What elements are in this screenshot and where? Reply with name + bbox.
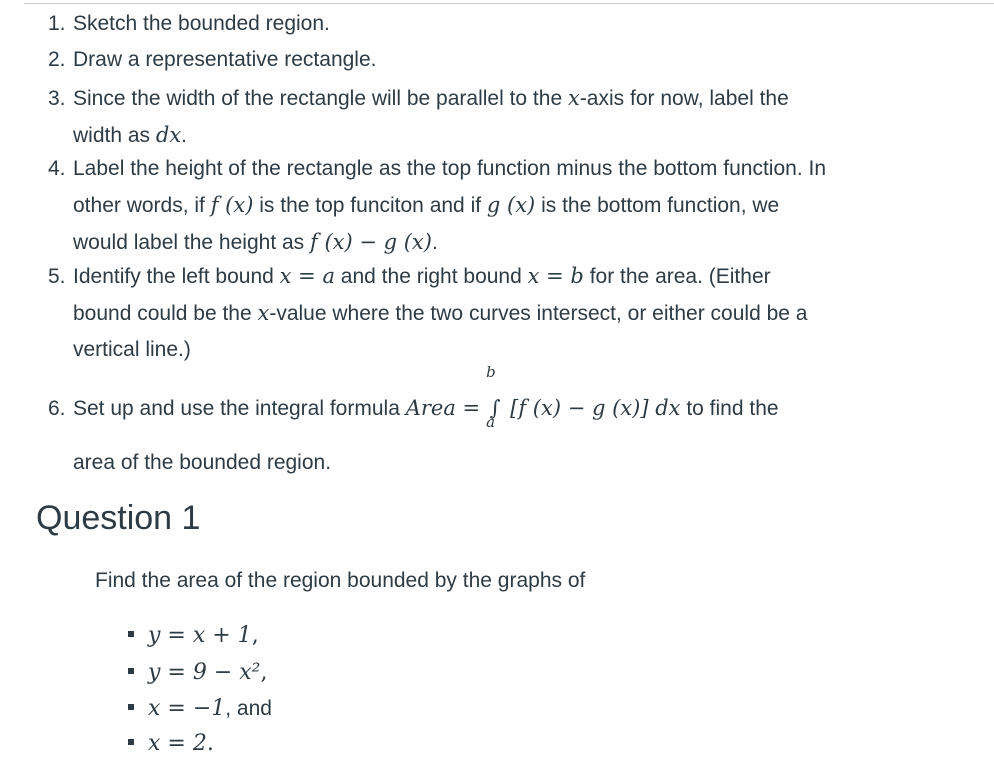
math-x: x bbox=[257, 301, 270, 325]
bullet-icon bbox=[128, 631, 134, 637]
equation-math: x = 2 bbox=[148, 731, 207, 756]
step-text: bound could be the bbox=[73, 302, 258, 325]
math-x-equals-b: x = b bbox=[527, 264, 584, 288]
math-x: x bbox=[567, 86, 580, 110]
equation-item bbox=[128, 654, 528, 691]
equation-item bbox=[128, 725, 528, 762]
step-6-continuation: area of the bounded region. bbox=[73, 451, 332, 474]
step-continuation bbox=[48, 295, 948, 332]
math-dx: dx bbox=[155, 123, 182, 147]
equation-math: y = 9 − x² bbox=[148, 660, 261, 685]
integral-sign bbox=[480, 363, 510, 431]
step-4 bbox=[48, 151, 948, 261]
step-text: Draw a representative rectangle. bbox=[73, 48, 377, 71]
step-text: Label the height of the rectangle as the top function minus the bottom function. In bbox=[73, 157, 826, 180]
step-number: 5. bbox=[48, 265, 66, 288]
step-number: 6. bbox=[48, 397, 66, 420]
equation-tail: , and bbox=[225, 697, 272, 720]
step-text: for the area. (Either bbox=[583, 265, 771, 288]
step-continuation bbox=[48, 117, 948, 154]
step-text: other words, if bbox=[73, 194, 211, 217]
step-number: 3. bbox=[48, 87, 66, 110]
step-text: Set up and use the integral formula bbox=[73, 397, 406, 420]
step-text: is the bottom function, we bbox=[535, 194, 780, 217]
equation-tail: , bbox=[251, 623, 259, 648]
step-text: -axis for now, label the bbox=[579, 87, 789, 110]
bullet-icon bbox=[128, 739, 134, 745]
bullet-icon bbox=[128, 668, 134, 674]
equation-tail: . bbox=[206, 731, 214, 756]
bullet-icon bbox=[128, 704, 134, 710]
step-continuation bbox=[48, 332, 948, 368]
step-3 bbox=[48, 80, 948, 154]
step-number: 2. bbox=[48, 48, 66, 71]
step-text: -value where the two curves intersect, or either could be a bbox=[269, 302, 808, 325]
step-1 bbox=[48, 6, 948, 42]
equation-item bbox=[128, 690, 528, 727]
top-divider bbox=[24, 3, 994, 4]
integral-symbol: ∫ bbox=[489, 396, 501, 420]
equation-tail: , bbox=[260, 660, 268, 685]
step-text: width as bbox=[73, 124, 156, 147]
step-text: and the right bound bbox=[334, 265, 528, 288]
step-text: Sketch the bounded region. bbox=[73, 12, 330, 35]
math-fx: f (x) bbox=[210, 193, 254, 217]
step-text: . bbox=[431, 231, 438, 254]
integral-upper-limit: b bbox=[486, 363, 496, 381]
step-continuation bbox=[48, 187, 948, 224]
integral-lower-limit: a bbox=[486, 413, 496, 431]
math-gx: g (x) bbox=[486, 193, 536, 217]
step-2 bbox=[48, 42, 948, 78]
math-integrand: [f (x) − g (x)] dx bbox=[510, 396, 681, 420]
math-area: Area = bbox=[405, 396, 481, 420]
step-text: . bbox=[181, 124, 188, 147]
step-text: Identify the left bound bbox=[73, 265, 280, 288]
step-6 bbox=[48, 363, 948, 431]
step-continuation bbox=[48, 224, 948, 261]
step-text: Since the width of the rectangle will be parallel to the bbox=[73, 87, 568, 110]
step-number: 1. bbox=[48, 12, 66, 35]
question-title: Question 1 bbox=[36, 499, 201, 537]
step-text: vertical line.) bbox=[73, 338, 191, 361]
question-prompt: Find the area of the region bounded by the graphs of bbox=[95, 569, 586, 592]
equation-math: x = −1 bbox=[148, 696, 226, 721]
step-text: to find the bbox=[680, 397, 779, 420]
equation-item bbox=[128, 617, 528, 654]
math-x-equals-a: x = a bbox=[279, 264, 335, 288]
equation-math: y = x + 1 bbox=[148, 623, 252, 648]
math-f-minus-g: f (x) − g (x) bbox=[310, 230, 432, 254]
step-text: would label the height as bbox=[73, 231, 310, 254]
step-number: 4. bbox=[48, 157, 66, 180]
step-text: is the top funciton and if bbox=[253, 194, 487, 217]
step-5 bbox=[48, 258, 948, 368]
